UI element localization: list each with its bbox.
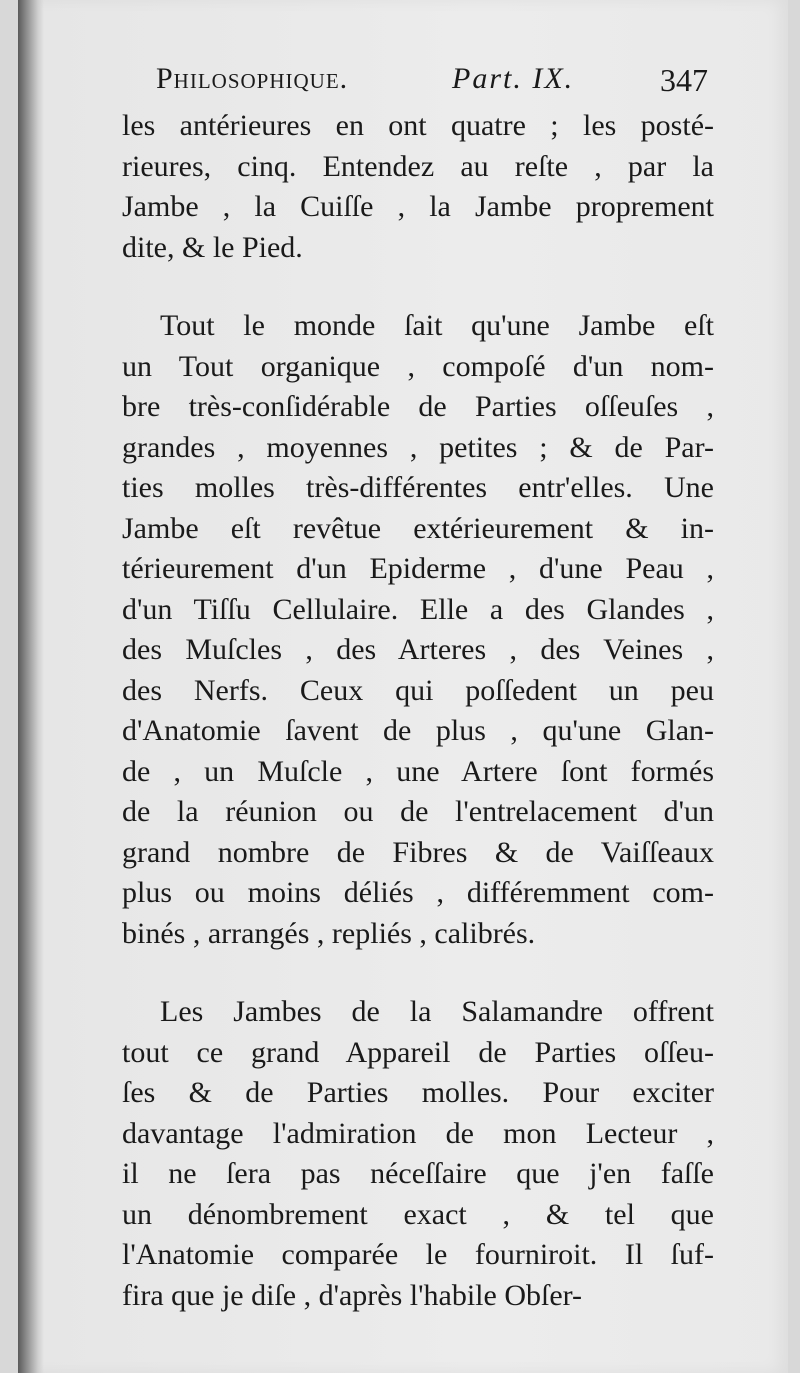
page-header — [156, 54, 716, 106]
text-line: tout ce grand Appareil de Parties oſſeu- — [122, 1035, 714, 1069]
running-title: Philosophique. — [156, 62, 349, 95]
text-line: Jambe , la Cuiſſe , la Jambe proprement — [122, 190, 714, 223]
text-line: Les Jambes de la Salamandre offrent — [160, 995, 714, 1028]
page-number: 347 — [660, 62, 708, 98]
text-line: l'Anatomie comparée le fourniroit. Il ſuf- — [122, 1238, 714, 1271]
text-line: Jambe eſt revêtue extérieurement & in- — [122, 511, 714, 545]
text-line: binés , arrangés , repliés , calibrés. — [122, 916, 536, 950]
book-page — [18, 0, 788, 1373]
text-line: ſes & de Parties molles. Pour exciter — [122, 1076, 714, 1109]
text-line: un Tout organique , compoſé d'un nom- — [122, 349, 714, 383]
paragraph-gap — [122, 268, 714, 306]
text-line: des Nerfs. Ceux qui poſſedent un peu — [122, 673, 714, 707]
text-line: ties molles très-différentes entr'elles. Une — [122, 471, 714, 504]
text-line: Tout le monde ſait qu'une Jambe eſt — [160, 309, 714, 342]
text-line: un dénombrement exact , & tel que — [122, 1197, 714, 1231]
text-line: grandes , moyennes , petites ; & de Par- — [122, 430, 714, 464]
body-text — [122, 106, 714, 1316]
text-line: de , un Muſcle , une Artere ſont formés — [122, 754, 714, 788]
text-line: davantage l'admiration de mon Lecteur , — [122, 1116, 714, 1150]
text-line: d'un Tiſſu Cellulaire. Elle a des Glandes , — [122, 592, 714, 626]
text-line: des Muſcles , des Arteres , des Veines , — [122, 633, 714, 666]
text-line: de la réunion ou de l'entrelacement d'un — [122, 795, 714, 828]
text-line: fira que je diſe , d'après l'habile Obſer- — [122, 1278, 583, 1312]
text-line: d'Anatomie ſavent de plus , qu'une Glan- — [122, 714, 714, 747]
page-gutter-shadow — [18, 0, 44, 1373]
section-label: Part. IX. — [452, 62, 575, 95]
text-line: bre très-conſidérable de Parties oſſeuſes , — [122, 390, 714, 423]
text-line: grand nombre de Fibres & de Vaiſſeaux — [122, 835, 714, 869]
text-line: rieures, cinq. Entendez au reſte , par la — [122, 149, 714, 183]
text-line: dite, & le Pied. — [122, 230, 303, 264]
text-line: térieurement d'un Epiderme , d'une Peau , — [122, 552, 714, 585]
text-line: les antérieures en ont quatre ; les posté- — [122, 109, 714, 142]
paragraph-gap — [122, 954, 714, 992]
text-line: plus ou moins déliés , différemment com- — [122, 876, 714, 909]
text-line: il ne ſera pas néceſſaire que j'en faſſe — [122, 1157, 714, 1190]
